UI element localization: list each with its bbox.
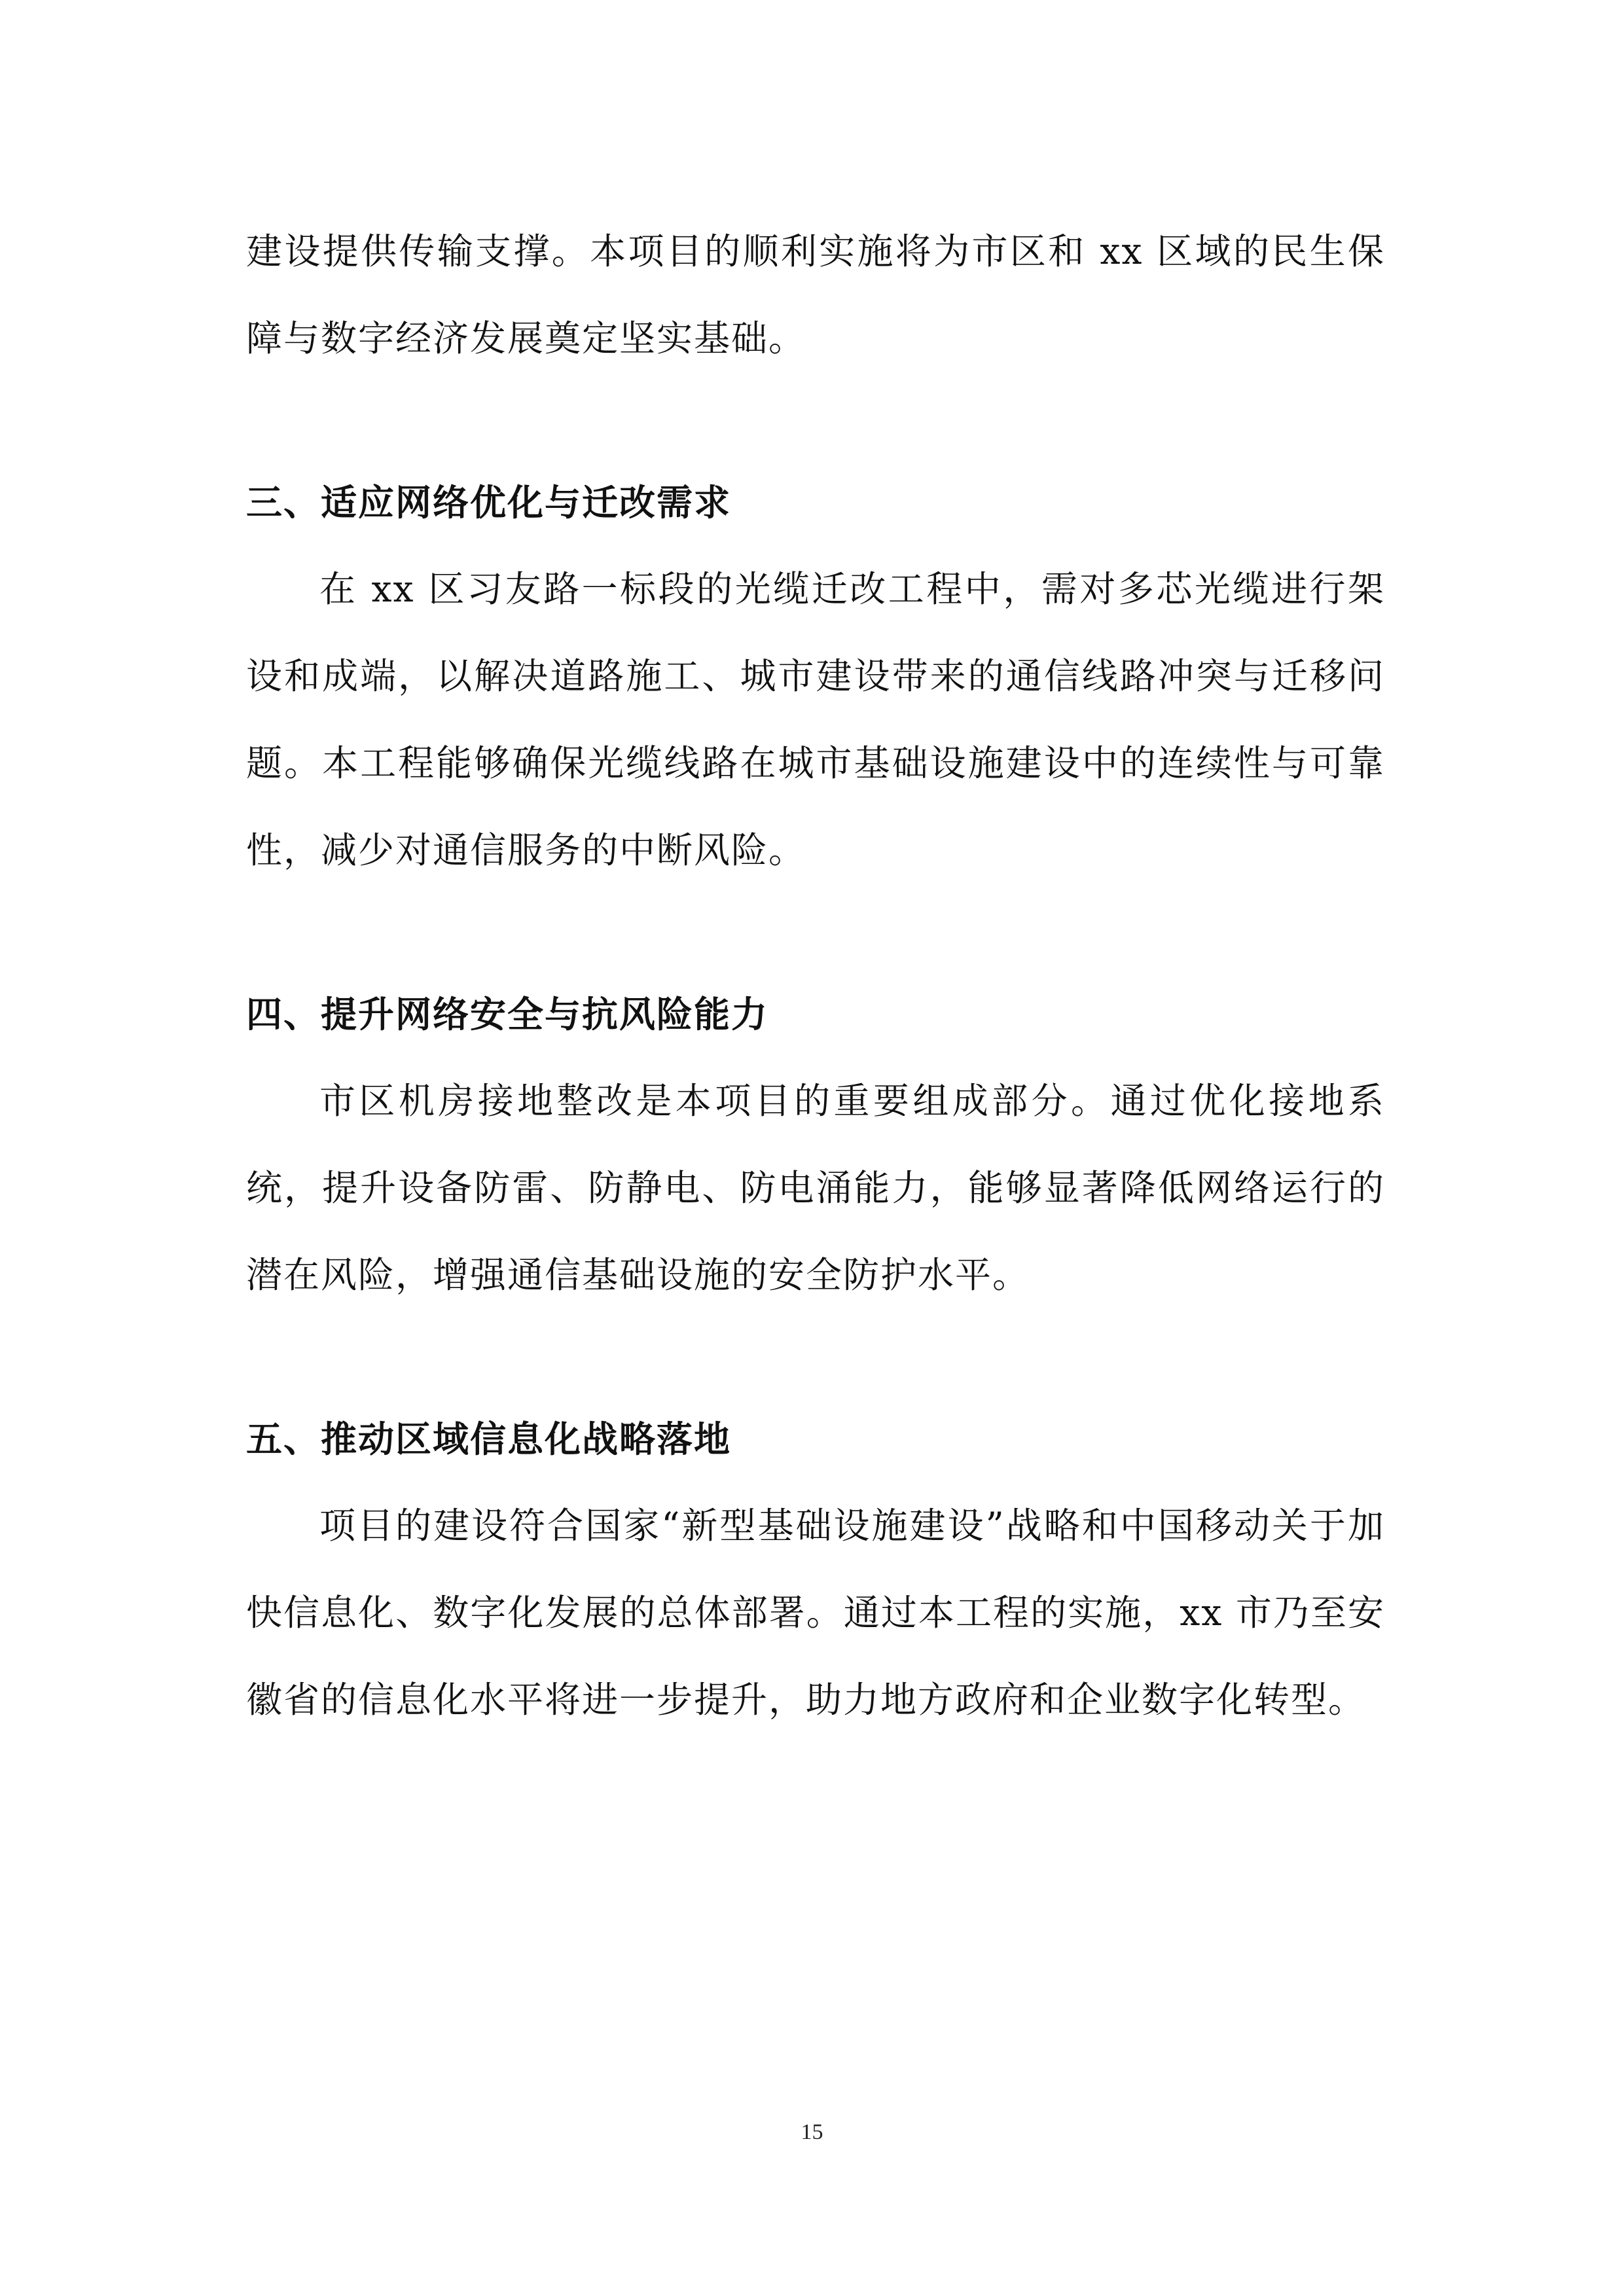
section-5 xyxy=(246,1395,1385,1744)
section-4-heading: 四、提升网络安全与抗风险能力 xyxy=(246,993,769,1035)
section-3 xyxy=(246,459,1385,894)
section-4 xyxy=(246,971,1385,1319)
section-5-heading: 五、推动区域信息化战略落地 xyxy=(246,1418,732,1460)
continuation-paragraph: 建设提供传输支撑。本项目的顺利实施将为市区和 xx 区域的民生保障与数字经济发展奠定坚实基础。 xyxy=(246,230,1385,359)
section-4-body: 市区机房接地整改是本项目的重要组成部分。通过优化接地系统，提升设备防雷、防静电、防电涌能力，能够显著降低网络运行的潜在风险，增强通信基础设施的安全防护水平。 xyxy=(246,1080,1385,1296)
section-spacer xyxy=(246,382,1385,459)
document-body xyxy=(246,208,1385,1744)
section-spacer xyxy=(246,894,1385,971)
section-spacer xyxy=(246,1319,1385,1395)
section-3-heading: 三、适应网络优化与迁改需求 xyxy=(246,481,732,524)
section-5-body: 项目的建设符合国家“新型基础设施建设”战略和中国移动关于加快信息化、数字化发展的总体部署。通过本工程的实施，xx 市乃至安徽省的信息化水平将进一步提升，助力地方政府和企业数字化转型。 xyxy=(246,1505,1385,1721)
page-number: 15 xyxy=(801,2120,823,2144)
section-3-body: 在 xx 区习友路一标段的光缆迁改工程中，需对多芯光缆进行架设和成端，以解决道路施工、城市建设带来的通信线路冲突与迁移问题。本工程能够确保光缆线路在城市基础设施建设中的连续性与可靠性，减少对通信服务的中断风险。 xyxy=(246,568,1385,871)
